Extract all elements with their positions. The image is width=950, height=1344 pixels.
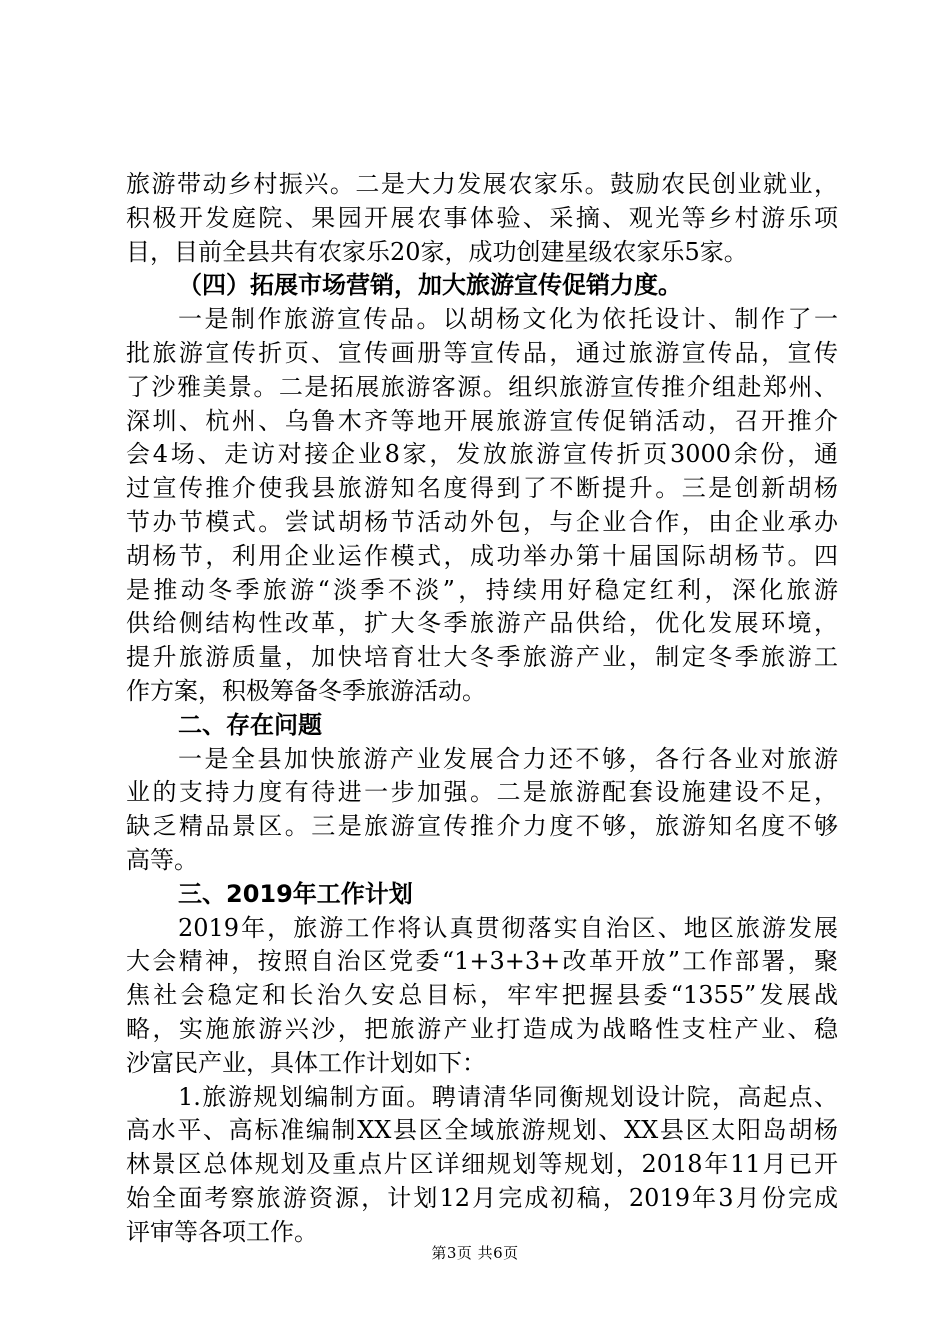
paragraph-line: 焦社会稳定和长治久安总目标，牢牢把握县委“1355”发展战 — [126, 981, 838, 1010]
paragraph-line: 评审等各项工作。 — [126, 1217, 318, 1246]
paragraph-line: 胡杨节，利用企业运作模式，成功举办第十届国际胡杨节。四 — [126, 541, 838, 570]
paragraph-line: 了沙雅美景。二是拓展旅游客源。组织旅游宣传推介组赴郑州、 — [126, 372, 838, 401]
page-number-footer: 第3页 共6页 — [431, 1244, 519, 1262]
paragraph-line: 积极开发庭院、果园开展农事体验、采摘、观光等乡村游乐项 — [126, 203, 838, 232]
paragraph-line: 林景区总体规划及重点片区详细规划等规划，2018年11月已开 — [126, 1150, 838, 1179]
paragraph-line: 一是制作旅游宣传品。以胡杨文化为依托设计、制作了一 — [178, 305, 838, 334]
paragraph-line: 是推动冬季旅游“淡季不淡”，持续用好稳定红利，深化旅游 — [126, 575, 838, 604]
paragraph-line: 缺乏精品景区。三是旅游宣传推介力度不够，旅游知名度不够 — [126, 812, 838, 841]
paragraph-line: 大会精神，按照自治区党委“1+3+3+改革开放”工作部署，聚 — [126, 947, 838, 976]
section-heading: （四）拓展市场营销，加大旅游宣传促销力度。 — [178, 271, 682, 300]
paragraph-line: 2019年，旅游工作将认真贯彻落实自治区、地区旅游发展 — [178, 913, 838, 942]
document-body — [126, 168, 838, 1250]
paragraph-line: 略，实施旅游兴沙，把旅游产业打造成为战略性支柱产业、稳 — [126, 1014, 838, 1043]
paragraph-line: 节办节模式。尝试胡杨节活动外包，与企业合作，由企业承办 — [126, 507, 838, 536]
paragraph-line: 提升旅游质量，加快培育壮大冬季旅游产业，制定冬季旅游工 — [126, 643, 838, 672]
section-heading: 二、存在问题 — [178, 710, 322, 739]
paragraph-line: 供给侧结构性改革，扩大冬季旅游产品供给，优化发展环境， — [126, 609, 838, 638]
paragraph-line: 高等。 — [126, 845, 198, 874]
paragraph-line: 始全面考察旅游资源，计划12月完成初稿，2019年3月份完成 — [126, 1183, 838, 1212]
paragraph-line: 深圳、杭州、乌鲁木齐等地开展旅游宣传促销活动，召开推介 — [126, 406, 838, 435]
paragraph-line: 业的支持力度有待进一步加强。二是旅游配套设施建设不足， — [126, 778, 838, 807]
paragraph-line: 一是全县加快旅游产业发展合力还不够，各行各业对旅游 — [178, 744, 838, 773]
section-heading: 三、2019年工作计划 — [178, 879, 413, 908]
paragraph-line: 目，目前全县共有农家乐20家，成功创建星级农家乐5家。 — [126, 237, 748, 266]
paragraph-line: 旅游带动乡村振兴。二是大力发展农家乐。鼓励农民创业就业， — [126, 170, 838, 198]
paragraph-line: 过宣传推介使我县旅游知名度得到了不断提升。三是创新胡杨 — [126, 474, 838, 503]
paragraph-line: 沙富民产业，具体工作计划如下： — [126, 1048, 486, 1077]
paragraph-line: 作方案，积极筹备冬季旅游活动。 — [126, 676, 486, 705]
paragraph-line: 1.旅游规划编制方面。聘请清华同衡规划设计院，高起点、 — [178, 1082, 838, 1111]
paragraph-line: 会4场、走访对接企业8家，发放旅游宣传折页3000余份，通 — [126, 440, 838, 469]
paragraph-line: 批旅游宣传折页、宣传画册等宣传品，通过旅游宣传品，宣传 — [126, 338, 838, 367]
paragraph-line: 高水平、高标准编制XX县区全域旅游规划、XX县区太阳岛胡杨 — [126, 1116, 838, 1145]
